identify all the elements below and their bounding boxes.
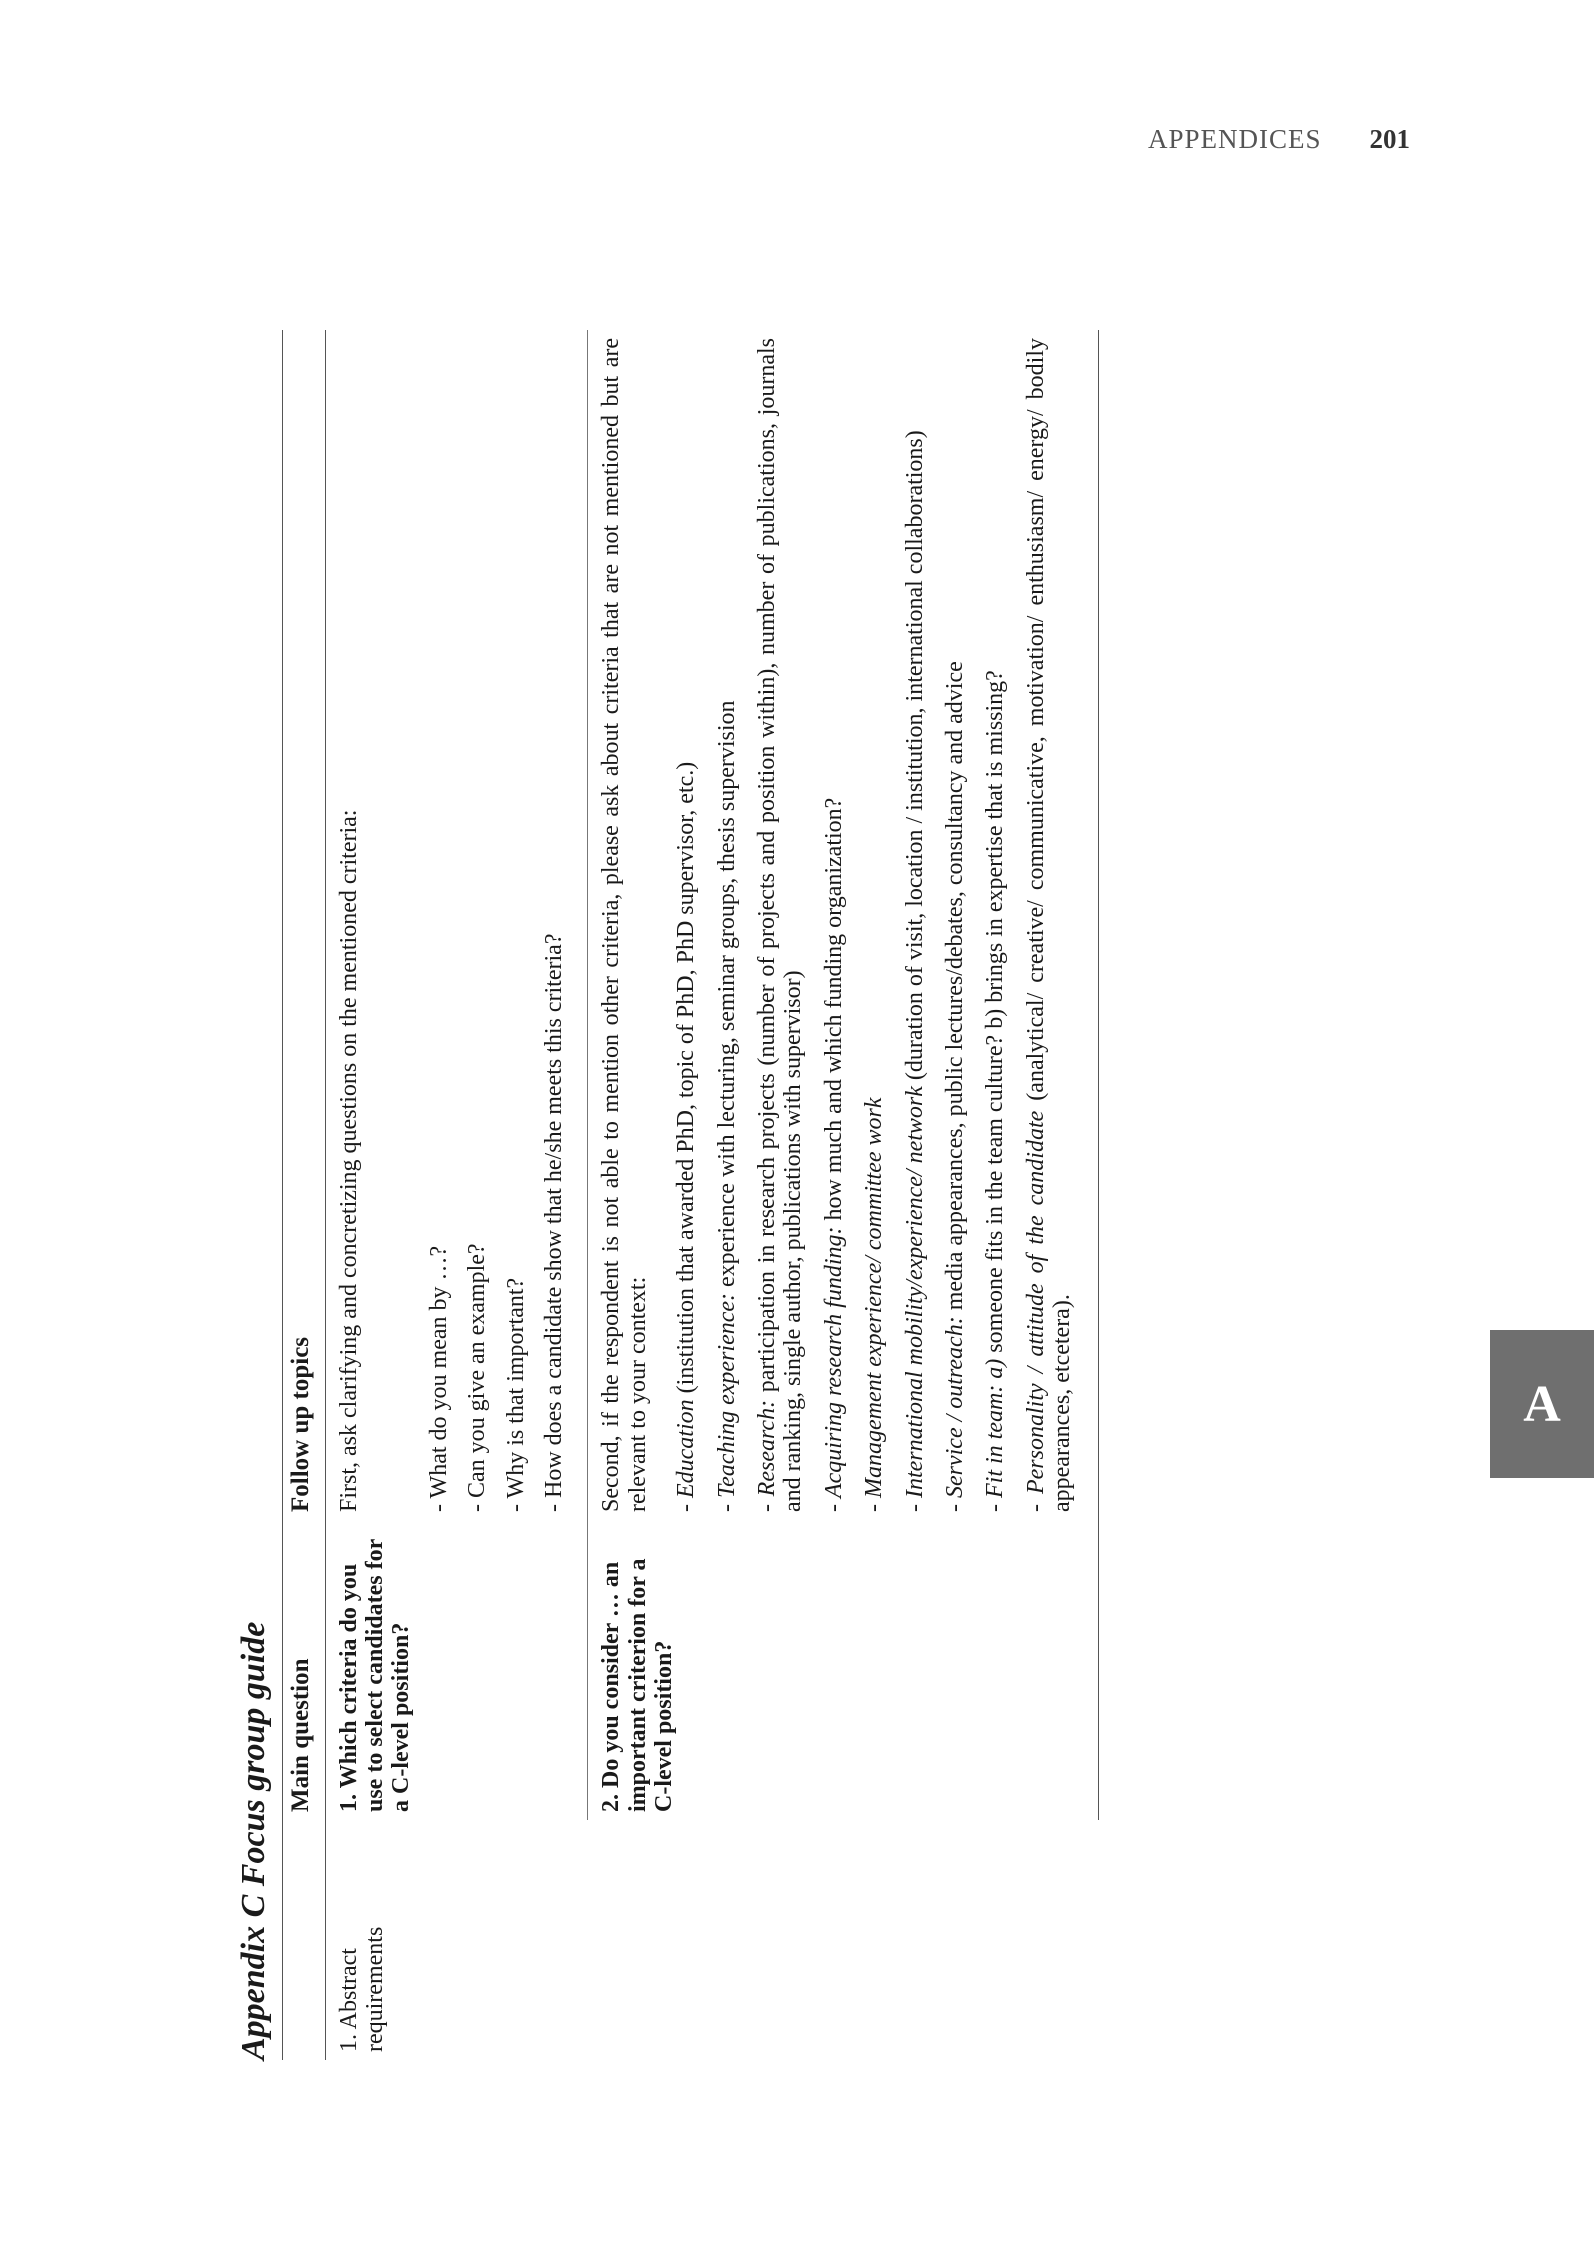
list-item: - Personality / attitude of the candidate (analytical/ creative/ communicative, motivation/ enthusiasm/ energy/ bodily appearances, etcetera).	[1022, 338, 1076, 1512]
focus-group-table	[282, 330, 1099, 2060]
follow-up-lead: First, ask clarifying and concretizing questions on the mentioned criteria:	[335, 809, 362, 1512]
list-item: - What do you mean by …?	[425, 1245, 452, 1512]
list-item: - International mobility/experience/ network (duration of visit, location / institution, international collaborations)	[901, 430, 928, 1512]
list-item: - Service / outreach: media appearances, public lectures/debates, consultancy and advice	[941, 661, 968, 1512]
header-follow-up: Follow up topics	[283, 330, 326, 1520]
list-item: - Research: participation in research projects (number of projects and position within), number of publications, journals and ranking, single author, publications with supervisor)	[754, 338, 807, 1512]
list-item: - Management experience/ committee work	[861, 1097, 888, 1512]
page-number: 201	[1369, 124, 1410, 154]
table-row	[588, 330, 1098, 2060]
list-item: - Can you give an example?	[464, 1243, 491, 1512]
follow-up-lead: Second, if the respondent is not able to mention other criteria, please ask about criteria that are not mentioned but are relevant to your context:	[598, 338, 651, 1512]
list-item: - Fit in team: a) someone fits in the team culture? b) brings in expertise that is missing?	[982, 670, 1009, 1512]
topic-term: Service / outreach:	[941, 1316, 968, 1498]
topic-term: Education	[673, 1399, 700, 1498]
section-label: 1. Abstract requirements	[335, 1926, 388, 2052]
table-row	[325, 330, 588, 2060]
list-item: - Teaching experience: experience with lecturing, seminar groups, thesis supervision	[713, 700, 740, 1512]
list-item: - Education (institution that awarded PhD, topic of PhD, PhD supervisor, etc.)	[673, 761, 700, 1512]
table-caption: Appendix C Focus group guide	[235, 1621, 272, 2060]
topic-term: Teaching experience:	[713, 1292, 740, 1498]
follow-up-2	[588, 330, 1098, 1520]
topic-term: Research:	[754, 1399, 781, 1497]
follow-up-1	[325, 330, 588, 1520]
table-header-row	[283, 330, 326, 2060]
list-item: - Acquiring research funding: how much and which funding organization?	[820, 797, 847, 1512]
list-item: - Why is that important?	[502, 1277, 529, 1512]
topic-term: Personality / attitude of the candidate	[1022, 1110, 1049, 1494]
running-head-section: APPENDICES	[1147, 124, 1322, 154]
header-main-question: Main question	[283, 1520, 326, 1820]
topic-list	[673, 338, 1075, 1512]
list-item: - How does a candidate show that he/she meets this criteria?	[541, 933, 568, 1512]
topic-term: International mobility/experience/ network	[901, 1086, 928, 1498]
probe-list	[426, 338, 568, 1512]
topic-term: Acquiring research funding:	[820, 1226, 847, 1498]
rotated-table-block	[230, 280, 1360, 2060]
header-section	[283, 1820, 326, 2060]
running-head	[1090, 124, 1410, 155]
main-question-1: 1. Which criteria do you use to select candidates for a C-level position?	[335, 1539, 415, 1812]
appendix-thumb-tab: A	[1490, 1330, 1594, 1478]
main-question-2: 2. Do you consider … an important criterion for a C-level position?	[588, 1520, 1098, 1820]
topic-term: Management experience/ committee work	[861, 1097, 888, 1498]
topic-term: Fit in team: a)	[982, 1358, 1009, 1498]
